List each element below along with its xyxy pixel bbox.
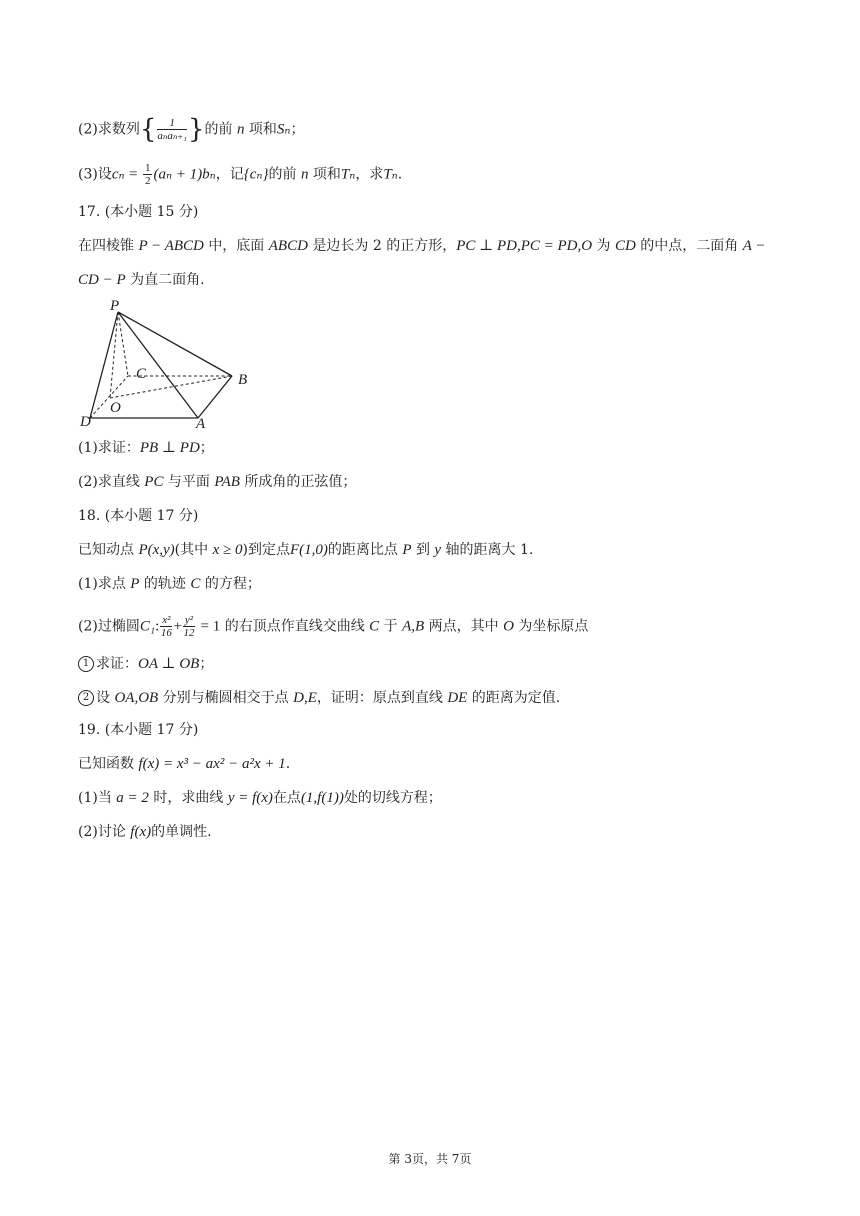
- page-footer: 第 3页，共 7页: [388, 1152, 472, 1166]
- q17-header: 17. (本小题 15 分): [78, 204, 199, 220]
- edge-PA: [118, 312, 198, 418]
- label-O: O: [110, 400, 121, 416]
- fraction: $\frac{1}{\text{aₙaₙ₊₁}}$: [157, 117, 187, 142]
- q17-part2: (2)求直线 PC 与平面 PAB 所成角的正弦值；: [78, 474, 357, 490]
- label-B: B: [238, 372, 248, 388]
- q19-part1: (1)当 a = 2 时，求曲线 y = f(x)在点(1,f(1))处的切线方程；: [78, 790, 442, 806]
- q18-sub1: 1 求证：OA ⊥ OB；: [78, 654, 213, 674]
- q18-sub2: 2 设 OA,OB 分别与椭圆相交于点 D,E，证明：原点到直线 DE 的距离为定值.: [78, 688, 560, 708]
- label-P: P: [110, 298, 120, 314]
- q19-header: 19. (本小题 17 分): [78, 722, 199, 738]
- label-D: D: [80, 414, 91, 430]
- q18-statement: 已知动点 P(x,y)(其中 x ≥ 0)到定点F(1,0)的距离比点 P 到 y 轴的距离大 1.: [78, 542, 534, 558]
- fraction-x2-16: $\frac{\text{x²}}{16}$: [160, 614, 172, 639]
- q18-header: 18. (本小题 17 分): [78, 508, 199, 524]
- label-A: A: [196, 416, 206, 430]
- q18-part2: (2)过椭圆C₁: $\frac{\text{x²}}{16}$ + $\frac{\text{y²}}{12}$ = 1 的右顶点作直线交曲线 C 于 A,B 两点，其中 O 为坐标原点: [78, 614, 589, 639]
- circled-number-2: 2: [78, 690, 94, 706]
- segment-OB: [110, 376, 232, 398]
- q16-part2: (2)求数列{ $\frac{1}{\text{aₙaₙ₊₁}}$ }的前 n 项和Sₙ；: [78, 114, 305, 145]
- q16-part3: (3)设cₙ = $\frac{1}{2}$ (aₙ + 1)bₙ，记{cₙ}的前 n 项和Tₙ，求Tₙ.: [78, 162, 403, 187]
- fraction-y2-12: $\frac{\text{y²}}{12}$: [183, 614, 195, 639]
- q18-part1: (1)求点 P 的轨迹 C 的方程；: [78, 576, 261, 592]
- q19-statement: 已知函数 f(x) = x³ − ax² − a²x + 1.: [78, 756, 291, 772]
- edge-AB: [198, 376, 232, 418]
- q17-statement-line2: CD − P 为直二面角.: [78, 272, 205, 288]
- q19-part2: (2)讨论 f(x)的单调性.: [78, 824, 212, 840]
- fraction-half: $\frac{1}{2}$: [144, 162, 151, 187]
- pyramid-figure: [78, 298, 258, 430]
- circled-number-1: 1: [78, 656, 94, 672]
- q17-statement-line1: 在四棱锥 P − ABCD 中，底面 ABCD 是边长为 2 的正方形，PC ⊥ PD,PC = PD,O 为 CD 的中点，二面角 A −: [78, 238, 766, 254]
- label-C: C: [136, 366, 147, 382]
- edge-PC: [118, 312, 128, 376]
- q17-part1: (1)求证：PB ⊥ PD；: [78, 440, 214, 456]
